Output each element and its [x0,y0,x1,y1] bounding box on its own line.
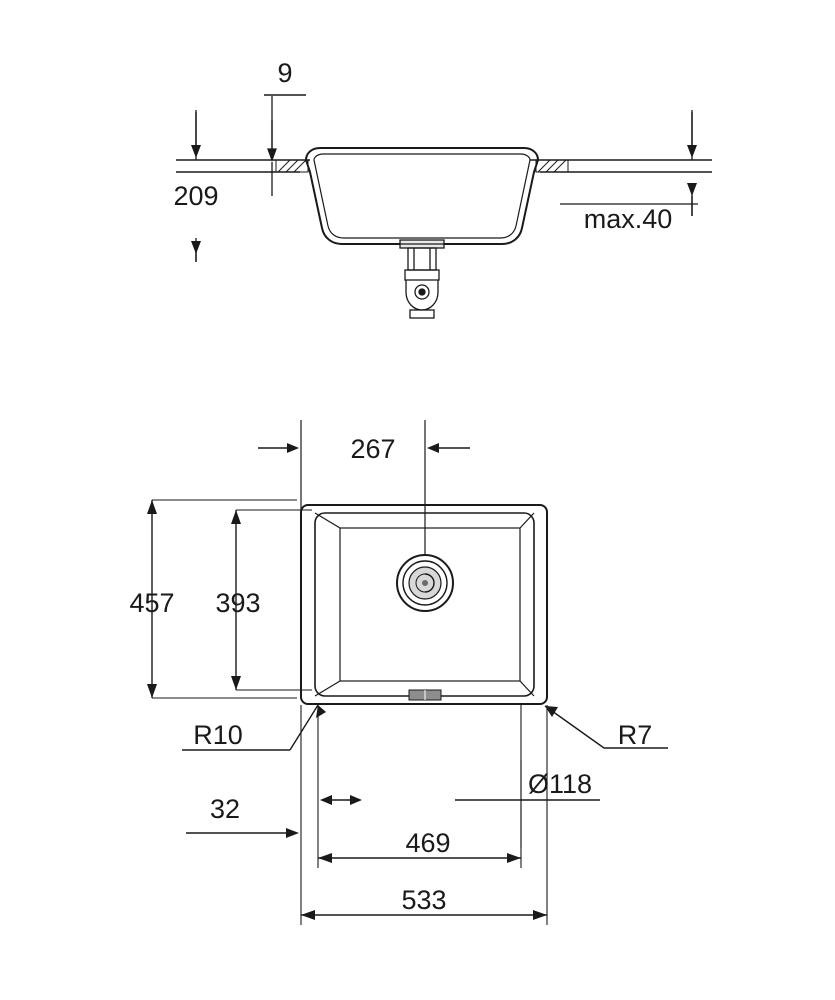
callout-r10 [182,705,326,750]
callout-r7-label: R7 [617,720,653,750]
dim-bowl-width [318,705,521,868]
dim-edge-offset [186,794,362,838]
counter-hatch-left [276,160,308,172]
drain-assembly [400,240,444,318]
dim-counter-max-label: max.40 [583,204,673,234]
overflow-slot [409,690,441,700]
dim-counter-max [560,112,698,234]
section-view [173,58,712,318]
callout-r10-label: R10 [193,720,243,750]
dim-outer-width [301,705,547,925]
drain-opening [397,555,453,611]
sink-bowl-section [306,148,538,244]
dim-bowl-depth-label: 209 [173,181,219,211]
section-witness-lines [196,96,692,262]
plan-view [129,420,668,925]
dim-bowl-height-label: 393 [215,588,261,618]
dim-bowl-width-label: 469 [405,828,451,858]
dim-outer-height-label: 457 [129,588,175,618]
callout-r7 [545,706,668,750]
dim-bowl-height [215,510,312,690]
dim-drain-offset [258,420,470,556]
dim-rim-arrows [268,120,276,160]
sink-bowl-inner-wall [314,154,530,238]
callout-drain-diameter [455,760,600,848]
dim-outer-height [129,500,297,698]
dim-outer-width-label: 533 [401,885,447,915]
dim-rim-thickness [196,58,306,122]
dim-edge-offset-label: 32 [209,794,241,824]
counter-hatch-right [536,160,568,172]
callout-drain-diameter-label: Ø118 [527,769,593,799]
dim-rim-thickness-label: 9 [277,58,293,88]
dim-drain-offset-label: 267 [350,434,396,464]
